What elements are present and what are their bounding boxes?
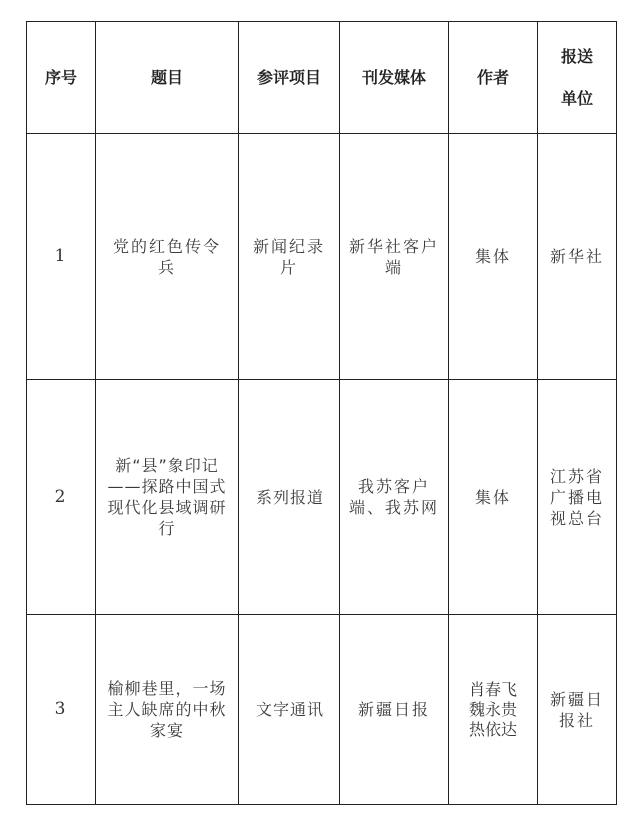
cell-media: [340, 380, 449, 615]
cell-seq: 2: [27, 380, 96, 615]
header-title: 题目: [96, 22, 239, 134]
cell-unit: [538, 380, 617, 615]
cell-unit: [538, 134, 617, 380]
cell-author: [449, 134, 538, 380]
cell-category-text: 新闻纪录片: [252, 236, 325, 277]
cell-category: [239, 380, 340, 615]
header-unit-text: 报送单位: [560, 46, 593, 108]
header-category: 参评项目: [239, 22, 340, 134]
cell-title-text: 榆柳巷里，一场主人缺席的中秋家宴: [107, 679, 227, 740]
cell-author-text: 集体: [474, 247, 511, 266]
cell-author: [449, 615, 538, 805]
cell-media-text: 新华社客户端: [348, 236, 439, 277]
cell-unit-text: 新疆日报社: [549, 689, 604, 730]
header-media: 刊发媒体: [340, 22, 449, 134]
cell-unit-text: 新华社: [549, 247, 604, 266]
cell-author: [449, 380, 538, 615]
cell-title-text: 新“县”象印记——探路中国式现代化县域调研行: [107, 456, 227, 538]
cell-category: [239, 134, 340, 380]
cell-category-text: 文字通讯: [255, 700, 324, 719]
cell-title: [96, 380, 239, 615]
cell-title-text: 党的红色传令兵: [112, 236, 221, 277]
header-seq: 序号: [27, 22, 96, 134]
cell-title: [96, 134, 239, 380]
table-row: [27, 615, 617, 805]
table-row: [27, 134, 617, 380]
award-table: [26, 21, 617, 805]
cell-media: [340, 615, 449, 805]
cell-author-text: 集体: [474, 487, 511, 507]
cell-author-text: 肖春飞魏永贵热依达: [468, 679, 517, 739]
cell-media-text: 新疆日报: [357, 700, 430, 719]
cell-media: [340, 134, 449, 380]
cell-unit: [538, 615, 617, 805]
cell-title: [96, 615, 239, 805]
cell-category: [239, 615, 340, 805]
header-author: 作者: [449, 22, 538, 134]
cell-seq: 1: [27, 134, 96, 380]
table-header-row: [27, 22, 617, 134]
cell-unit-text: 江苏省广播电视总台: [549, 466, 604, 528]
cell-seq: 3: [27, 615, 96, 805]
cell-category-text: 系列报道: [255, 487, 324, 507]
table-row: [27, 380, 617, 615]
cell-media-text: 我苏客户端、我苏网: [348, 477, 439, 517]
header-unit: [538, 22, 617, 134]
